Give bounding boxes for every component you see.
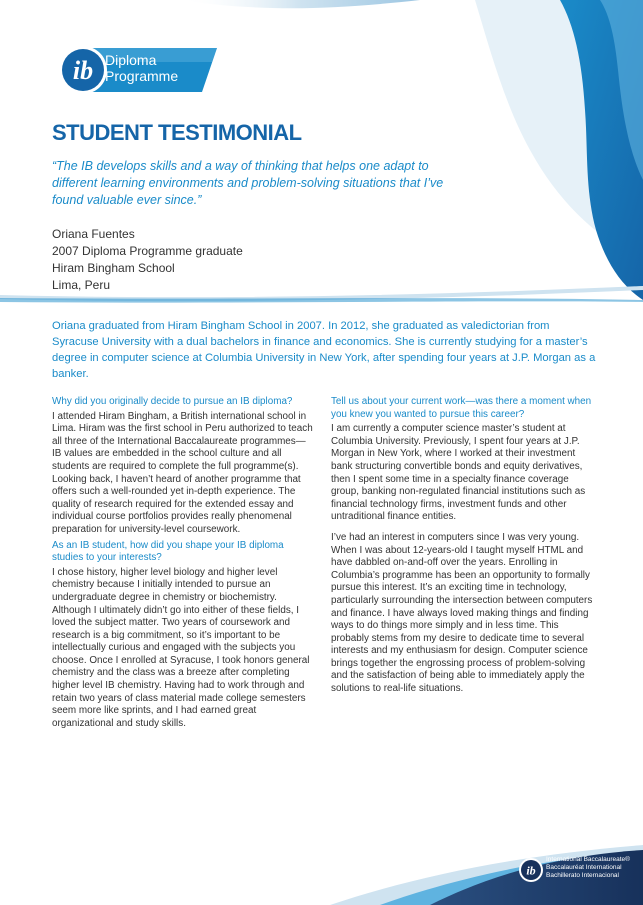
person-location: Lima, Peru (52, 278, 111, 292)
person-info (52, 226, 243, 294)
footer-line1: International Baccalaureate® (546, 856, 630, 863)
left-column (52, 396, 315, 733)
question-1: Why did you originally decide to pursue an IB diploma? (52, 396, 293, 407)
answer-2: I chose history, higher level biology and higher level chemistry because I initially intended to pursue an undergraduate degree in chemistry or biochemistry. Although I ultimately didn’t go into either of these fields, I loved the subject matter. Two years of coursework and research is a big commitment, so it’s important to be intellectually curious and engaged with the subjects you choose. Once I enrolled at Syracuse, I took honors general chemistry and the class was a breeze after completing higher level IB chemistry. Having had to work through and retain two years of class material made college semesters seem more like sprints, and I had earned great organizational and study skills. (52, 566, 310, 729)
question-2: As an IB student, how did you shape your IB diploma studies to your interests? (52, 539, 284, 564)
footer-organisation (546, 856, 630, 881)
top-sweep (180, 0, 420, 8)
programme-line1: Diploma (105, 52, 157, 68)
question-3: Tell us about your current work—was there a moment when you knew you wanted to pursue this career? (331, 396, 592, 420)
ib-logo-glyph: ib (72, 56, 94, 85)
person-school: Hiram Bingham School (52, 261, 175, 275)
person-name: Oriana Fuentes (52, 227, 135, 241)
answer-1: I attended Hiram Bingham, a British international school in Lima. Hiram was the first school in Peru authorized to teach all three of the International Baccalaureate programmes— IB values are embedded in the school culture and all students are required to complete the full programme(s). Looking back, I haven’t heard of another programme that offers such a well-rounded yet in-depth experience. The quality of research required for the extended essay and individual course portfolios provides really phenomenal preparation for university-level coursework. (52, 410, 313, 535)
page-title: STUDENT TESTIMONIAL (52, 120, 302, 145)
person-role: 2007 Diploma Programme graduate (52, 244, 243, 258)
testimonial-quote: “The IB develops skills and a way of thinking that helps one adapt to different learning environments and problem-solving situations that I’ve found valuable ever since.” (52, 159, 444, 207)
footer-line3: Bachillerato Internacional (546, 872, 619, 880)
intro-paragraph: Oriana graduated from Hiram Bingham School in 2007. In 2012, she graduated as valedictorian from Syracuse University with a dual bachelors in finance and economics. She is currently studying for a master’s degree in computer science at Columbia University in New York, after spending four years at J.P. Morgan as a banker. (52, 320, 596, 380)
answer-4: I’ve had an interest in computers since I was very young. When I was about 12-years-old I taught myself HTML and have dabbled on-and-off over the years. Enrolling in Columbia’s programme has been an opportunity to formally pursue this interest. It’s an exciting time in technology, particularly surrounding the intersection between computers and finance. I have always loved making things and finding ways to do things more simply and in less time. This probably stems from my desire to dedicate time to several interests and my enthusiasm for design. Computer science brings together the engrossing process of problem-solving and the satisfaction of being able to immediately apply the solutions to real-life situations. (331, 531, 593, 695)
programme-line2: Programme (105, 68, 179, 84)
footer-logo-glyph: ib (526, 863, 536, 878)
footer-ib-logo (518, 857, 544, 883)
footer-line2: Baccalauréat International (546, 864, 622, 872)
right-column (331, 396, 594, 699)
programme-label (105, 52, 178, 84)
answer-3: I am currently a computer science master’s student at Columbia University. Previously, I spent four years at J.P. Morgan in New York, where I worked at their investment bank structuring convertible bonds and equity derivatives, then I spent some time in a specialty finance coverage group, banking non-regulated financial institutions such as financial technology firms, investment funds and other untraditional finance entities. (331, 423, 586, 523)
